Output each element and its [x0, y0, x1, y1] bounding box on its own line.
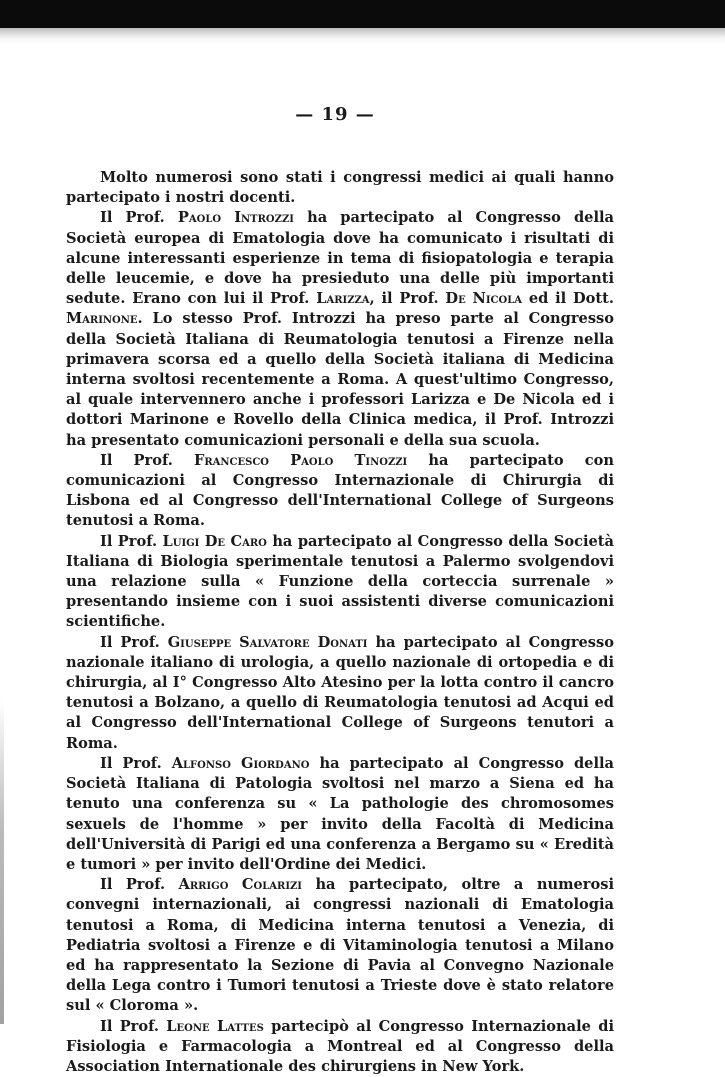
- person-name: Francesco Paolo Tinozzi: [193, 451, 408, 469]
- paragraph-text: . Lo stesso Prof. Introzzi ha preso parte al Congresso della Società Italiana di Reumatologia tenutosi a Firenze nella primavera scorsa ed a quello della Società italiana di Medicina interna svoltosi recentemente a Roma. A quest'ultimo Congresso, al quale intervennero anche i professori Larizza e De Nicola ed i dottori Marinone e Rovello della Clinica medica, il Prof. Introzzi ha presentato comunicazioni personali e della sua scuola.: [66, 310, 614, 449]
- paragraph-text: ha partecipato con comunicazioni al Congresso Internazionale di Chirurgia di Lisbona ed al Congresso dell'International College of Surgeons tenutosi a Roma.: [66, 451, 614, 530]
- paragraph-text: Il Prof.: [100, 532, 163, 550]
- paragraph-text: ha partecipato al Congresso della Società Italiana di Patologia svoltosi nel marzo a Siena ed ha tenuto una conferenza su « La pathologie des chromosomes sexuels de l'homme » per invito della Facoltà di Medicina dell'Università di Parigi ed una conferenza a Bergamo su « Eredità e tumori » per invito dell'Ordine dei Medici.: [66, 754, 614, 873]
- paragraph-text: Il Prof.: [100, 1017, 167, 1035]
- paragraph: [66, 208, 614, 450]
- scan-left-edge: [0, 700, 4, 1024]
- paragraph: [66, 168, 614, 208]
- person-name: Paolo Introzzi: [177, 209, 294, 227]
- paragraph-text: ed il Dott.: [522, 290, 614, 308]
- scan-top-border: [0, 0, 725, 28]
- person-name: Alfonso Giordano: [171, 754, 310, 772]
- person-name: Giuseppe Salvatore Donati: [167, 633, 368, 651]
- paragraph: [66, 633, 614, 754]
- paragraph-text: Il Prof.: [100, 633, 168, 651]
- paragraph-text: ha partecipato, oltre a numerosi convegni internazionali, ai congressi nazionali di Ematologia tenutosi a Roma, di Medicina interna tenutosi a Venezia, di Pediatria svoltosi a Firenze e di Vitaminologia tenutosi a Milano ed ha rappresentato la Sezione di Pavia al Convegno Nazionale della Lega contro i Tumori tenutosi a Trieste dove è stato relatore sul « Cloroma ».: [66, 876, 614, 1015]
- body-text: [66, 168, 614, 1077]
- paragraph-text: ha partecipato al Congresso della Società europea di Ematologia dove ha comunicato i risultati di alcune interessanti esperienze in tema di fisiopatologia e terapia delle leucemie, e dove ha presieduto una delle più importanti sedute. Erano con lui il Prof.: [66, 209, 614, 308]
- person-name: Larizza: [316, 290, 370, 308]
- paragraph-text: ha partecipato al Congresso nazionale italiano di urologia, a quello nazionale di ortopedia e di chirurgia, al I° Congresso Alto Atesino per la lotta contro il cancro tenutosi a Bolzano, a quello di Reumatologia tenutosi ad Acqui ed al Congresso dell'International College of Surgeons tenutori a Roma.: [66, 633, 614, 752]
- person-name: Marinone: [66, 310, 138, 328]
- person-name: Luigi De Caro: [162, 532, 267, 550]
- scan-shadow: [0, 28, 725, 46]
- paragraph: [66, 532, 614, 633]
- page-number: — 19 —: [295, 104, 375, 125]
- paragraph-text: Molto numerosi sono stati i congressi medici ai quali hanno partecipato i nostri docenti.: [66, 169, 614, 207]
- paragraph-text: partecipò al Congresso Internazionale di Fisiologia e Farmacologia a Montreal ed al Congresso della Association Internationale des chirurgiens in New York.: [66, 1017, 614, 1075]
- paragraph-text: Il Prof.: [100, 876, 179, 894]
- person-name: Arrigo Colarizi: [178, 876, 302, 894]
- paragraph: [66, 875, 614, 1016]
- paragraph-text: Il Prof.: [100, 209, 178, 227]
- paragraph-text: Il Prof.: [100, 451, 194, 469]
- paragraph: [66, 754, 614, 875]
- paragraph: [66, 1017, 614, 1077]
- person-name: De Nicola: [445, 290, 522, 308]
- person-name: Leone Lattes: [166, 1017, 264, 1035]
- paragraph-text: ha partecipato al Congresso della Società Italiana di Biologia sperimentale tenutosi a Palermo svolgendovi una relazione sulla « Funzione della corteccia surrenale » presentando insieme con i suoi assistenti diverse comunicazioni scientifiche.: [66, 532, 614, 631]
- paragraph-text: , il Prof.: [369, 290, 446, 308]
- paragraph-text: Il Prof.: [100, 754, 172, 772]
- paragraph: [66, 451, 614, 532]
